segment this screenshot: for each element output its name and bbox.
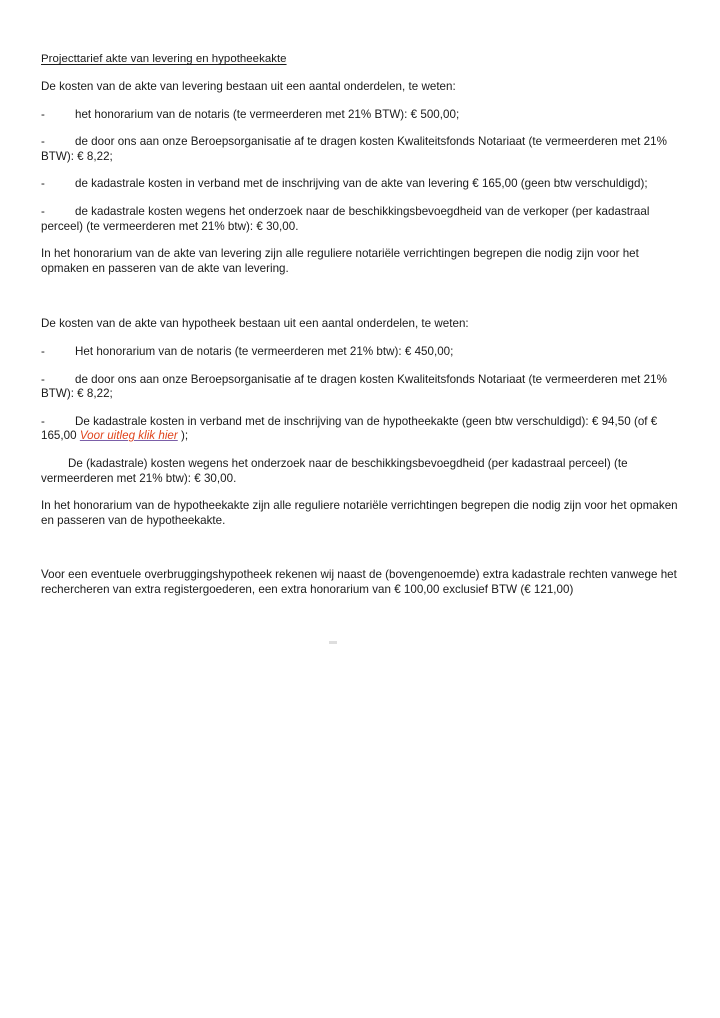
list-item-text: de door ons aan onze Beroepsorganisatie af te dragen kosten Kwaliteitsfonds Notariaat (te vermeerderen met 21% BTW): € 8,22; <box>41 372 667 401</box>
bullet-dash: - <box>41 344 45 358</box>
section-spacer <box>41 289 683 317</box>
list-item-text: het honorarium van de notaris (te vermeerderen met 21% BTW): € 500,00; <box>75 107 460 121</box>
list-item <box>41 135 683 164</box>
levering-intro-paragraph: De kosten van de akte van levering bestaan uit een aantal onderdelen, te weten: <box>41 80 456 93</box>
bullet-dash: - <box>41 177 45 191</box>
list-item <box>41 345 683 360</box>
list-item <box>41 177 683 192</box>
bullet-dash: - <box>41 135 45 149</box>
document-body <box>41 52 683 610</box>
list-item <box>41 457 683 486</box>
bullet-dash: - <box>41 107 45 121</box>
list-item-text: de kadastrale kosten wegens het onderzoek naar de beschikkingsbevoegdheid van de verkoper (per kadastraal perceel) (te vermeerderen met 21% btw): € 30,00. <box>41 204 650 233</box>
list-item-text <box>41 415 683 444</box>
bullet-dash: - <box>41 414 45 428</box>
final-spacer <box>41 541 683 568</box>
hypotheek-closing-paragraph: In het honorarium van de hypotheekakte zijn alle reguliere notariële verrichtingen begrepen die nodig zijn voor het opmaken en passeren van de hypotheekakte. <box>41 499 678 527</box>
list-item-with-link <box>41 415 683 444</box>
list-item-text: Het honorarium van de notaris (te vermeerderen met 21% btw): € 450,00; <box>75 344 454 358</box>
list-item-text: De (kadastrale) kosten wegens het onderzoek naar de beschikkingsbevoegdheid (per kadastraal perceel) (te vermeerderen met 21% btw): € 30,00. <box>41 456 628 485</box>
list-item-text-before: De kadastrale kosten in verband met de inschrijving van de hypotheekakte (geen btw verschuldigd): € 94,50 (of € 165,00 <box>41 414 658 443</box>
list-item-text: de kadastrale kosten in verband met de inschrijving van de akte van levering € 165,00 (geen btw verschuldigd); <box>75 177 648 191</box>
levering-closing-paragraph: In het honorarium van de akte van levering zijn alle reguliere notariële verrichtingen begrepen die nodig zijn voor het opmaken en passeren van de akte van levering. <box>41 247 639 275</box>
final-paragraph: Voor een eventuele overbruggingshypotheek rekenen wij naast de (bovengenoemde) extra kadastrale rechten vanwege het rechercheren van extra registergoederen, een extra honorarium van € 100,00 exclusief BTW (€ 121,00) <box>41 568 677 596</box>
bullet-dash: - <box>41 372 45 386</box>
list-item <box>41 205 683 234</box>
list-item <box>41 108 683 123</box>
list-item-text: de door ons aan onze Beroepsorganisatie af te dragen kosten Kwaliteitsfonds Notariaat (te vermeerderen met 21% BTW): € 8,22; <box>41 135 667 163</box>
scan-artifact-mark <box>329 641 337 644</box>
bullet-dash: - <box>41 204 45 218</box>
uitleg-hyperlink[interactable]: Voor uitleg klik hier <box>79 429 178 443</box>
hypotheek-intro-paragraph: De kosten van de akte van hypotheek bestaan uit een aantal onderdelen, te weten: <box>41 317 469 331</box>
list-item-text-after: ); <box>177 429 189 443</box>
page-title: Projecttarief akte van levering en hypotheekakte <box>41 53 287 65</box>
list-item <box>41 373 683 402</box>
